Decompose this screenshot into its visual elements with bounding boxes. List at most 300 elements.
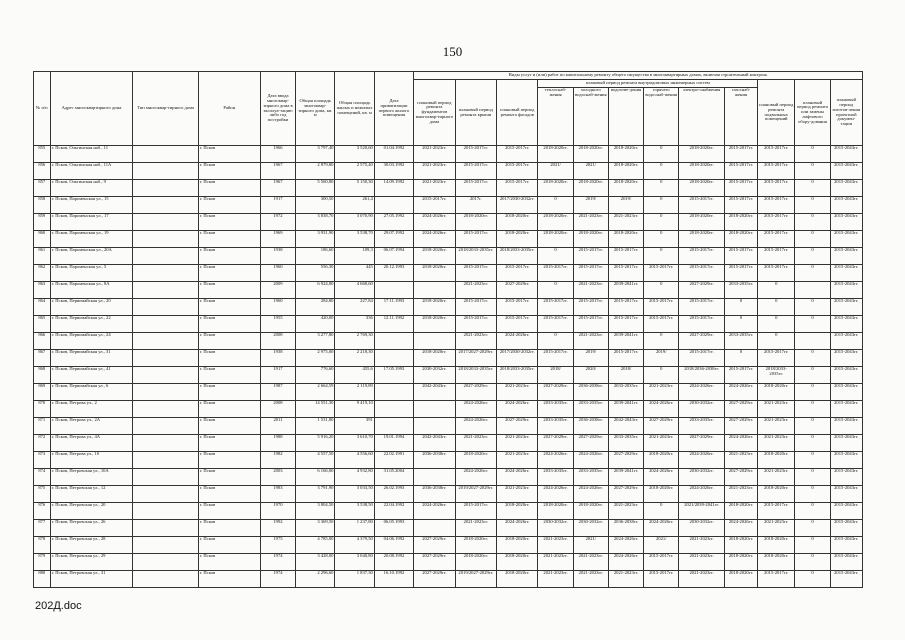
cell-priv: 26.02.1993 [374, 486, 413, 503]
cell-found [414, 401, 455, 418]
cell-roof: 2015-2017гг. [455, 265, 496, 282]
cell-priv [374, 401, 413, 418]
cell-heat: 2030-2032гг. [538, 520, 573, 537]
cell-design: 2015-2043гг. [830, 214, 862, 231]
cell-total: 2 664,59 [296, 384, 335, 401]
cell-hot: 2015-2017гг. [644, 265, 679, 282]
cell-cold: 2024-2026гг. [573, 486, 608, 503]
cell-dist: г. Псков [198, 265, 260, 282]
table-row [34, 503, 863, 520]
cell-total: 2 879,80 [296, 163, 335, 180]
cell-addr: г. Псков, Первомайская ул., 31 [50, 350, 133, 367]
cell-priv: 30.03.1992 [374, 163, 413, 180]
cell-type [133, 537, 198, 554]
cell-design: 2015-2043гг. [830, 469, 862, 486]
cell-gas: 2018-2020гг. [724, 214, 757, 231]
cell-total: 420,00 [296, 316, 335, 333]
cell-base: 2018/2033-2035гг. [758, 367, 795, 384]
cell-sewer: 2039-2041гг. [608, 282, 643, 299]
cell-heat: 2033-2035гг. [538, 401, 573, 418]
cell-roof: 2018-2020гг. [455, 554, 496, 571]
table-row [34, 333, 863, 350]
cell-living: 3 070,90 [335, 214, 374, 231]
cell-design: 2015-2043гг. [830, 163, 862, 180]
cell-living: 4 379,50 [335, 537, 374, 554]
cell-total: 6 166,00 [296, 469, 335, 486]
header-house-type: Тип многоквар-тирного дома [133, 72, 198, 146]
cell-sewer: 2015-2017гг. [608, 316, 643, 333]
cell-heat: 2021-2023гг. [538, 571, 573, 588]
cell-base: 2018-2020гг. [758, 452, 795, 469]
cell-roof: 2024-2026гг. [455, 418, 496, 435]
cell-dist: г. Псков [198, 469, 260, 486]
table-row [34, 435, 863, 452]
cell-lift: 0 [795, 197, 830, 214]
header-group-title: Виды услуг и (или) работ по капитальному ремонту общего имущества в многоквартирных домах, включая строительный контроль [414, 72, 863, 80]
cell-type [133, 248, 198, 265]
cell-sewer: 2015-2017гг. [608, 299, 643, 316]
cell-lift: 0 [795, 299, 830, 316]
cell-no: 876 [34, 503, 51, 520]
cell-total: 2 296,60 [296, 571, 335, 588]
cell-year: 1960 [260, 299, 295, 316]
cell-no: 855 [34, 146, 51, 163]
cell-base: 0 [758, 282, 795, 299]
cell-dist: г. Псков [198, 503, 260, 520]
cell-gas: 2018-2020гг. [724, 503, 757, 520]
cell-facade: 2018-2020гг. [497, 214, 538, 231]
cell-base: 2018-2020гг. [758, 486, 795, 503]
cell-roof: 2017г. [455, 197, 496, 214]
cell-type [133, 197, 198, 214]
cell-living: 2 575,40 [335, 163, 374, 180]
cell-no: 880 [34, 571, 51, 588]
cell-gas: 2018-2020гг. [724, 537, 757, 554]
cell-priv: 31.05.2004 [374, 469, 413, 486]
cell-cold: 2036-2038гг. [573, 418, 608, 435]
cell-found: 2024-2026гг. [414, 214, 455, 231]
cell-design: 2015-2043гг. [830, 180, 862, 197]
cell-no: 861 [34, 248, 51, 265]
cell-sewer: 2018-2020гг. [608, 231, 643, 248]
cell-total: 186,60 [296, 248, 335, 265]
cell-elec: 2030-2032гг. [679, 401, 725, 418]
cell-living: 227,84 [335, 299, 374, 316]
cell-roof: 2019/2027-2029гг. [455, 571, 496, 588]
cell-year: 1992 [260, 520, 295, 537]
cell-type [133, 503, 198, 520]
cell-dist: г. Псков [198, 214, 260, 231]
cell-facade: 2015-2017гг. [497, 163, 538, 180]
cell-sewer: 2018-2020гг. [608, 180, 643, 197]
cell-living: 3 538,70 [335, 231, 374, 248]
table-row [34, 299, 863, 316]
cell-cold: 2015-2017гг. [573, 265, 608, 282]
cell-heat: 2033-2035гг. [538, 418, 573, 435]
cell-year: 2003 [260, 469, 295, 486]
cell-gas: 2015-2017гг. [724, 248, 757, 265]
cell-facade: 2024-2026гг. [497, 469, 538, 486]
cell-gas: 0 [724, 316, 757, 333]
cell-priv: 04.06.1992 [374, 537, 413, 554]
cell-facade: 2027-2029гг. [497, 418, 538, 435]
cell-heat: 0 [538, 333, 573, 350]
table-row [34, 350, 863, 367]
cell-elec: 2021-2023гг. [679, 554, 725, 571]
cell-no: 879 [34, 554, 51, 571]
cell-facade: 2018-2020гг. [497, 554, 538, 571]
cell-no: 874 [34, 469, 51, 486]
cell-base: 2015-2017гг. [758, 265, 795, 282]
cell-gas: 2033-2035гг. [724, 282, 757, 299]
header-elevator: плановый период ремонта или замены лифтового обору-дования [795, 80, 830, 146]
cell-addr: г. Псков, Первомайская ул., 20 [50, 299, 133, 316]
cell-dist: г. Псков [198, 146, 260, 163]
cell-found: 2027-2029гг. [414, 554, 455, 571]
cell-design: 2015-2043гг. [830, 265, 862, 282]
cell-design: 2015-2043гг. [830, 146, 862, 163]
cell-dist: г. Псков [198, 537, 260, 554]
cell-facade: 2015-2017гг. [497, 180, 538, 197]
cell-elec: 2021/2039-2041гг. [679, 503, 725, 520]
cell-no: 857 [34, 180, 51, 197]
cell-facade: 2027-2029гг. [497, 282, 538, 299]
cell-sewer: 2033-2035гг. [608, 384, 643, 401]
table-row [34, 469, 863, 486]
cell-type [133, 418, 198, 435]
cell-dist: г. Псков [198, 418, 260, 435]
cell-year: 1988 [260, 435, 295, 452]
cell-elec: 2024-2026гг. [679, 486, 725, 503]
cell-dist: г. Псков [198, 248, 260, 265]
cell-roof: 2015-2017гг. [455, 316, 496, 333]
cell-facade: 2015-2017гг. [497, 299, 538, 316]
cell-gas: 2027-2029гг. [724, 418, 757, 435]
cell-year: 1938 [260, 248, 295, 265]
cell-addr: г. Псков, Пароменская ул., 17 [50, 214, 133, 231]
cell-design: 2015-2043гг. [830, 231, 862, 248]
header-roof: плановый период ремонта крыши [455, 80, 496, 146]
cell-priv [374, 418, 413, 435]
cell-type [133, 265, 198, 282]
cell-total: 14 551,30 [296, 401, 335, 418]
cell-lift: 0 [795, 350, 830, 367]
cell-roof: 2019/2027-2029гг. [455, 486, 496, 503]
cell-facade: 2018-2020гг. [497, 571, 538, 588]
cell-elec: 2015-2017гг. [679, 248, 725, 265]
cell-living: 5 150,30 [335, 180, 374, 197]
cell-facade: 2021-2023гг. [497, 486, 538, 503]
cell-heat: 2018-2020гг. [538, 180, 573, 197]
cell-base: 2021-2023гг. [758, 520, 795, 537]
cell-roof: 2021-2023гг. [455, 282, 496, 299]
cell-roof: 2015-2017гг. [455, 299, 496, 316]
cell-heat: 2024-2026гг. [538, 486, 573, 503]
cell-year: 1970 [260, 503, 295, 520]
cell-dist: г. Псков [198, 350, 260, 367]
cell-living: 4 668,60 [335, 282, 374, 299]
cell-cold: 2018-2020гг. [573, 180, 608, 197]
cell-sewer: 2021-2023гг. [608, 214, 643, 231]
cell-addr: г. Псков, Первомайская ул., 41 [50, 367, 133, 384]
table-row [34, 537, 863, 554]
cell-hot: 0 [644, 197, 679, 214]
cell-addr: г. Псков, Пароменская ул., 19 [50, 231, 133, 248]
cell-priv [374, 350, 413, 367]
cell-no: 873 [34, 452, 51, 469]
table-row [34, 554, 863, 571]
cell-found: 2036-2038гг. [414, 486, 455, 503]
cell-hot: 0 [644, 146, 679, 163]
cell-lift [795, 333, 830, 350]
cell-living: 3 520,60 [335, 146, 374, 163]
cell-sewer: 2018/ [608, 367, 643, 384]
cell-gas: 2021-2023гг. [724, 452, 757, 469]
cell-found: 2015-2017гг. [414, 197, 455, 214]
cell-year: 1967 [260, 163, 295, 180]
cell-living: 4 556,60 [335, 452, 374, 469]
cell-base: 2015-2017гг. [758, 214, 795, 231]
cell-living: 3 040,80 [335, 554, 374, 571]
table-row [34, 197, 863, 214]
cell-type [133, 180, 198, 197]
table-row [34, 265, 863, 282]
cell-no: 875 [34, 486, 51, 503]
header-privatization-date: Дата приватизации первого жилого помещения [374, 72, 413, 146]
table-row [34, 180, 863, 197]
cell-addr: г. Псков, Пароменская ул., 20А [50, 248, 133, 265]
cell-total: 2 975,00 [296, 350, 335, 367]
cell-year: 1955 [260, 316, 295, 333]
cell-heat: 2018-2020гг. [538, 146, 573, 163]
cell-living: 391 [335, 418, 374, 435]
cell-elec: 2018-2020гг. [679, 180, 725, 197]
cell-design: 2015-2043гг. [830, 248, 862, 265]
table-row [34, 214, 863, 231]
cell-elec: 2018-2020гг. [679, 231, 725, 248]
cell-total: 6 924,80 [296, 282, 335, 299]
cell-year: 2009 [260, 282, 295, 299]
cell-type [133, 214, 198, 231]
cell-elec: 2015-2017гг. [679, 265, 725, 282]
cell-priv: 17.05.1993 [374, 367, 413, 384]
cell-design: 2015-2043гг. [830, 350, 862, 367]
cell-dist: г. Псков [198, 435, 260, 452]
cell-no: 865 [34, 316, 51, 333]
cell-design: 2015-2043гг. [830, 571, 862, 588]
cell-heat: 2033-2035гг. [538, 469, 573, 486]
cell-lift: 0 [795, 554, 830, 571]
cell-year: 1960 [260, 265, 295, 282]
cell-no: 878 [34, 537, 51, 554]
cell-heat: 2024-2026гг. [538, 452, 573, 469]
cell-roof: 2018/2033-2035гг. [455, 248, 496, 265]
cell-lift: 0 [795, 214, 830, 231]
cell-design: 2015-2043гг. [830, 282, 862, 299]
cell-addr: г. Псков, Ольгинская наб., 11А [50, 163, 133, 180]
cell-sewer: 2018-2020гг. [608, 163, 643, 180]
cell-priv: 06.05.1993 [374, 520, 413, 537]
cell-hot: 2024-2026гг. [644, 520, 679, 537]
cell-facade: 2017/2030-2032гг. [497, 350, 538, 367]
cell-year: 1982 [260, 452, 295, 469]
cell-design: 2015-2043гг. [830, 197, 862, 214]
cell-design: 2015-2043гг. [830, 316, 862, 333]
cell-hot: 2018-2020гг. [644, 452, 679, 469]
cell-type [133, 435, 198, 452]
cell-dist: г. Псков [198, 180, 260, 197]
cell-roof: 2018/2033-2035гг. [455, 367, 496, 384]
cell-hot: 0 [644, 367, 679, 384]
cell-addr: г. Псков, Ольгинская наб., 11 [50, 146, 133, 163]
cell-year: 1972 [260, 214, 295, 231]
cell-no: 870 [34, 401, 51, 418]
cell-sewer: 2019/ [608, 197, 643, 214]
cell-gas: 2021-2023гг. [724, 486, 757, 503]
cell-roof: 2021-2023гг. [455, 333, 496, 350]
cell-cold: 2027-2029гг. [573, 435, 608, 452]
cell-cold: 2020/ [573, 367, 608, 384]
cell-lift: 0 [795, 401, 830, 418]
cell-total: 3 931,90 [296, 231, 335, 248]
cell-hot: 2015-2017гг. [644, 299, 679, 316]
cell-sewer: 2018-2020гг. [608, 146, 643, 163]
cell-heat: 0 [538, 282, 573, 299]
cell-living: 336 [335, 316, 374, 333]
cell-heat: 0 [538, 248, 573, 265]
cell-lift: 0 [795, 248, 830, 265]
cell-hot: 0 [644, 163, 679, 180]
cell-gas: 2027-2029гг. [724, 401, 757, 418]
cell-design: 2015-2043гг. [830, 299, 862, 316]
cell-design: 2015-2043гг. [830, 520, 862, 537]
cell-hot: 2018-2020гг. [644, 486, 679, 503]
table-row [34, 367, 863, 384]
cell-base: 2021-2023гг. [758, 401, 795, 418]
cell-roof: 2015-2017гг. [455, 503, 496, 520]
cell-lift: 0 [795, 435, 830, 452]
cell-sewer: 2036-2038гг. [608, 520, 643, 537]
cell-elec: 2030-2032гг. [679, 520, 725, 537]
cell-hot: 0 [644, 231, 679, 248]
cell-cold: 2021-2023гг. [573, 333, 608, 350]
cell-addr: г. Псков, Петровская ул., 20 [50, 503, 133, 520]
cell-dist: г. Псков [198, 333, 260, 350]
header-total-area: Общая площадь многоквар-тирного дома, кв. м [296, 72, 335, 146]
cell-roof: 2017/2027-2029гг. [455, 350, 496, 367]
cell-found [414, 469, 455, 486]
cell-gas: 0 [724, 299, 757, 316]
cell-dist: г. Псков [198, 282, 260, 299]
cell-no: 858 [34, 197, 51, 214]
cell-addr: г. Псков, Петровская ул., 12 [50, 486, 133, 503]
cell-dist: г. Псков [198, 554, 260, 571]
cell-type [133, 554, 198, 571]
cell-hot: 2027-2029гг. [644, 418, 679, 435]
cell-priv: 16.10.1992 [374, 571, 413, 588]
cell-dist: г. Псков [198, 367, 260, 384]
cell-base: 0 [758, 316, 795, 333]
cell-type [133, 486, 198, 503]
header-living-area: Общая площадь жилых и нежилых помещений, кв. м [335, 72, 374, 146]
table-row [34, 401, 863, 418]
cell-gas: 2015-2017гг. [724, 180, 757, 197]
header-year: Дата ввода многоквар-тирного дома в эксплуа-тацию либо год постройки [260, 72, 295, 146]
cell-roof: 2015-2017гг. [455, 180, 496, 197]
cell-heat: 2015-2017гг. [538, 350, 573, 367]
cell-heat: 2027-2029гг. [538, 435, 573, 452]
cell-total: 4 785,00 [296, 537, 335, 554]
cell-type [133, 146, 198, 163]
cell-dist: г. Псков [198, 384, 260, 401]
cell-elec: 2024-2026гг. [679, 384, 725, 401]
cell-living: 445 [335, 265, 374, 282]
cell-gas: 2018-2020гг. [724, 554, 757, 571]
cell-cold: 2021-2023гг. [573, 214, 608, 231]
cell-hot: 2019/ [644, 350, 679, 367]
cell-priv [374, 333, 413, 350]
cell-addr: г. Псков, Первомайская ул., 24 [50, 333, 133, 350]
table-row [34, 452, 863, 469]
cell-year: 1987 [260, 384, 295, 401]
cell-lift: 0 [795, 503, 830, 520]
cell-gas: 0 [724, 350, 757, 367]
cell-base: 2018-2020гг. [758, 554, 795, 571]
cell-total: 3 804,50 [296, 503, 335, 520]
cell-facade: 2015-2017гг. [497, 146, 538, 163]
cell-type [133, 316, 198, 333]
cell-cold: 2018-2020гг. [573, 503, 608, 520]
cell-no: 868 [34, 367, 51, 384]
cell-roof: 2015-2017гг. [455, 231, 496, 248]
cell-elec: 2015-2017гг. [679, 299, 725, 316]
cell-living: 4 932,80 [335, 469, 374, 486]
cell-found: 2024-2026гг. [414, 231, 455, 248]
cell-type [133, 282, 198, 299]
cell-sewer: 2015-2017гг. [608, 350, 643, 367]
cell-type [133, 163, 198, 180]
cell-priv: 14.09.1992 [374, 180, 413, 197]
cell-design: 2015-2043гг. [830, 333, 862, 350]
cell-addr: г. Псков, Петрова ул., 10 [50, 452, 133, 469]
cell-lift: 0 [795, 537, 830, 554]
cell-gas: 2015-2017гг. [724, 146, 757, 163]
table-row [34, 316, 863, 333]
cell-type [133, 350, 198, 367]
cell-type [133, 452, 198, 469]
cell-addr: г. Псков, Пароменская ул., 5 [50, 265, 133, 282]
cell-facade: 2024-2026гг. [497, 520, 538, 537]
cell-total: 3 791,90 [296, 486, 335, 503]
cell-type [133, 401, 198, 418]
cell-elec: 2018-2020гг. [679, 146, 725, 163]
cell-total: 3 428,00 [296, 554, 335, 571]
header-electric: электро-снабжения [679, 88, 725, 146]
cell-priv: 20.08.1992 [374, 554, 413, 571]
cell-no: 864 [34, 299, 51, 316]
cell-hot: 2024-2026гг. [644, 401, 679, 418]
page-number: 150 [442, 44, 463, 59]
cell-design: 2015-2043гг. [830, 401, 862, 418]
cell-dist: г. Псков [198, 163, 260, 180]
cell-addr: г. Псков, Петрова ул., 2 [50, 401, 133, 418]
cell-found: 2018-2020гг. [414, 299, 455, 316]
cell-found: 2027-2029гг. [414, 537, 455, 554]
cell-found: 2042-2043гг. [414, 384, 455, 401]
cell-no: 871 [34, 418, 51, 435]
cell-cold: 2021-2023гг. [573, 571, 608, 588]
cell-facade: 2021-2023гг. [497, 452, 538, 469]
